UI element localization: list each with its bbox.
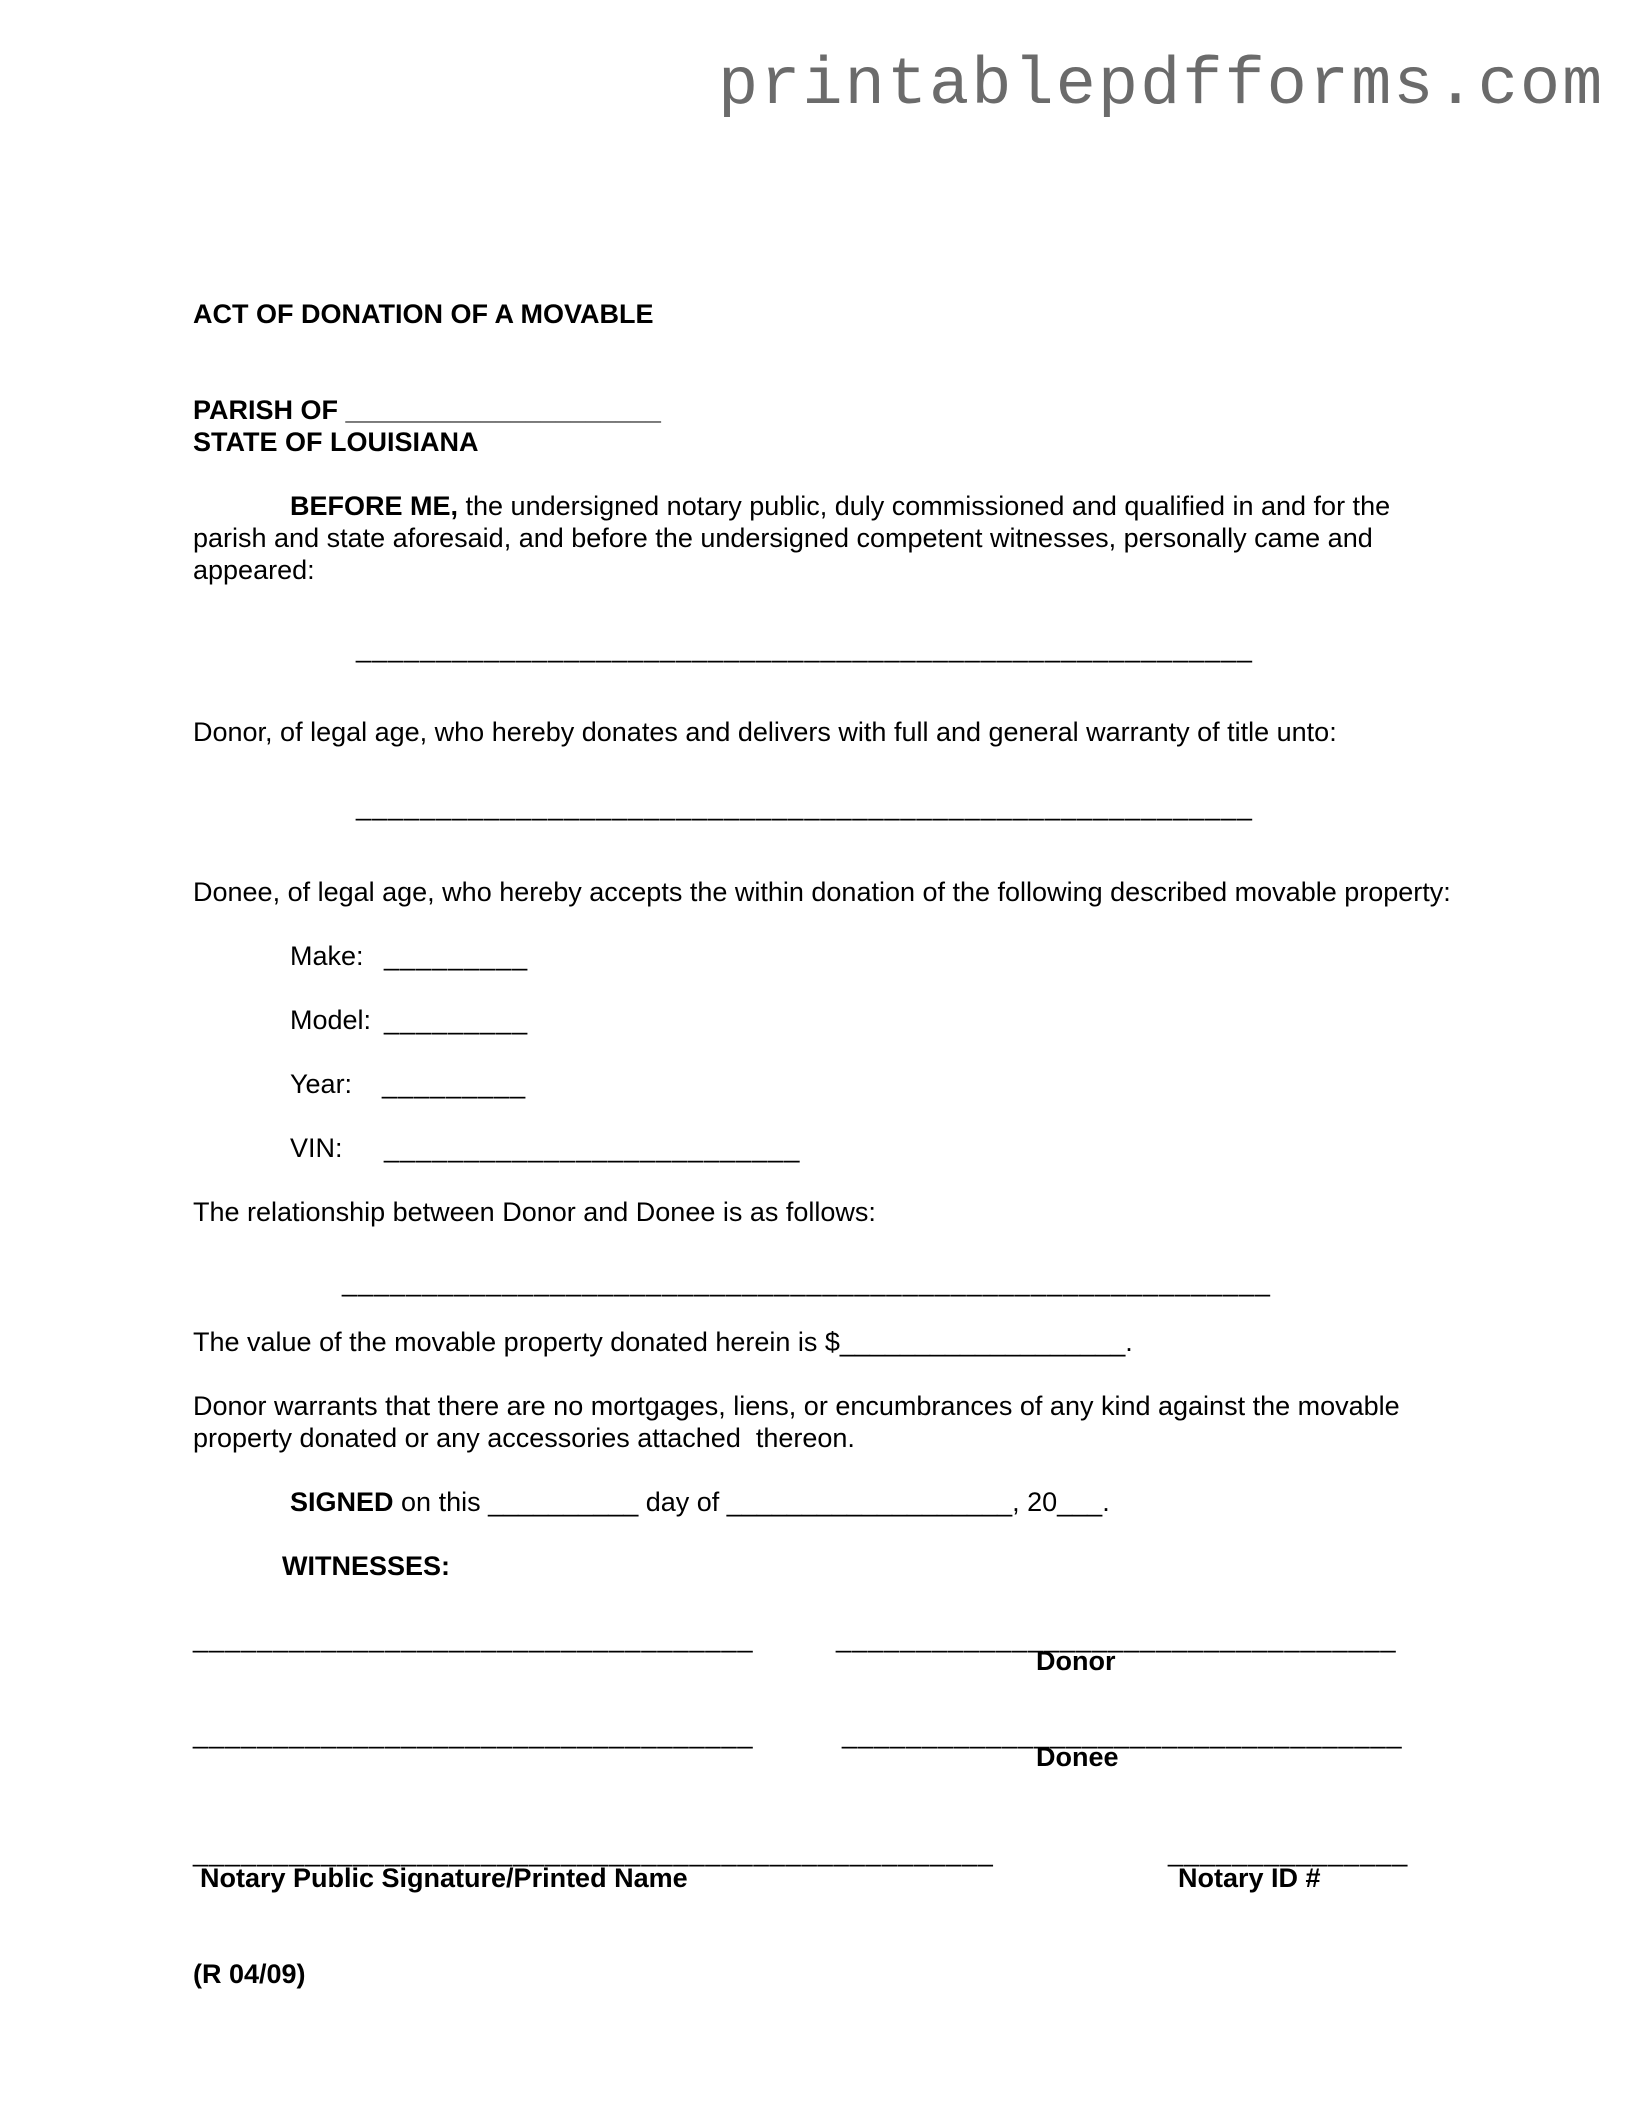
year-field[interactable]: _________ — [382, 1069, 527, 1099]
donee-label: Donee — [1036, 1742, 1119, 1772]
signed-text: on this __________ day of ___________________, 20___. — [393, 1487, 1110, 1517]
before-me-line2: parish and state aforesaid, and before the undersigned competent witnesses, personally came and — [193, 523, 1373, 553]
state-line: STATE OF LOUISIANA — [193, 427, 479, 457]
donee-name-blank[interactable]: ________________________________________________________ — [356, 791, 1253, 821]
donor-label: Donor — [1036, 1646, 1116, 1676]
donor-text: Donor, of legal age, who hereby donates and delivers with full and general warranty of title unto: — [193, 717, 1337, 747]
make-label: Make: — [290, 941, 364, 971]
witness1-signature-line[interactable]: ___________________________________ — [193, 1623, 754, 1653]
model-field[interactable]: _________ — [384, 1005, 529, 1035]
vin-field[interactable]: __________________________ — [384, 1133, 801, 1163]
signed-label: SIGNED — [290, 1487, 394, 1517]
parish-line: PARISH OF _____________________ — [193, 395, 661, 425]
before-me-label: BEFORE ME, — [290, 491, 459, 521]
document-title: ACT OF DONATION OF A MOVABLE — [193, 299, 654, 329]
witness2-signature-line[interactable]: ___________________________________ — [193, 1719, 754, 1749]
revision-code: (R 04/09) — [193, 1959, 306, 1989]
model-label: Model: — [290, 1005, 372, 1035]
donor-signature-line[interactable]: ___________________________________ — [836, 1623, 1397, 1653]
donor-name-blank[interactable]: ________________________________________________________ — [356, 633, 1253, 663]
relationship-text: The relationship between Donor and Donee is as follows: — [193, 1197, 876, 1227]
witnesses-heading: WITNESSES: — [282, 1551, 451, 1581]
before-me-text: the undersigned notary public, duly commissioned and qualified in and for the — [458, 491, 1391, 521]
warrant-line1: Donor warrants that there are no mortgages, liens, or encumbrances of any kind against the movable — [193, 1391, 1400, 1421]
warrant-line2: property donated or any accessories attached thereon. — [193, 1423, 855, 1453]
donee-signature-line[interactable]: ___________________________________ — [842, 1719, 1403, 1749]
notary-id-label: Notary ID # — [1178, 1863, 1321, 1893]
relationship-blank[interactable]: __________________________________________________________ — [342, 1267, 1271, 1297]
signed-line — [290, 1486, 1110, 1518]
year-label: Year: — [290, 1069, 353, 1099]
before-me-line1 — [290, 490, 1390, 522]
vin-label: VIN: — [290, 1133, 343, 1163]
notary-signature-line[interactable]: __________________________________________________ — [193, 1837, 994, 1867]
make-field[interactable]: _________ — [384, 941, 529, 971]
notary-label: Notary Public Signature/Printed Name — [200, 1863, 688, 1893]
donee-text: Donee, of legal age, who hereby accepts the within donation of the following described movable property: — [193, 877, 1451, 907]
watermark: printablepdfforms.com — [718, 48, 1605, 124]
value-text: The value of the movable property donated herein is $___________________. — [193, 1327, 1133, 1357]
notary-id-line[interactable]: _______________ — [1168, 1837, 1409, 1867]
before-me-line3: appeared: — [193, 555, 315, 585]
